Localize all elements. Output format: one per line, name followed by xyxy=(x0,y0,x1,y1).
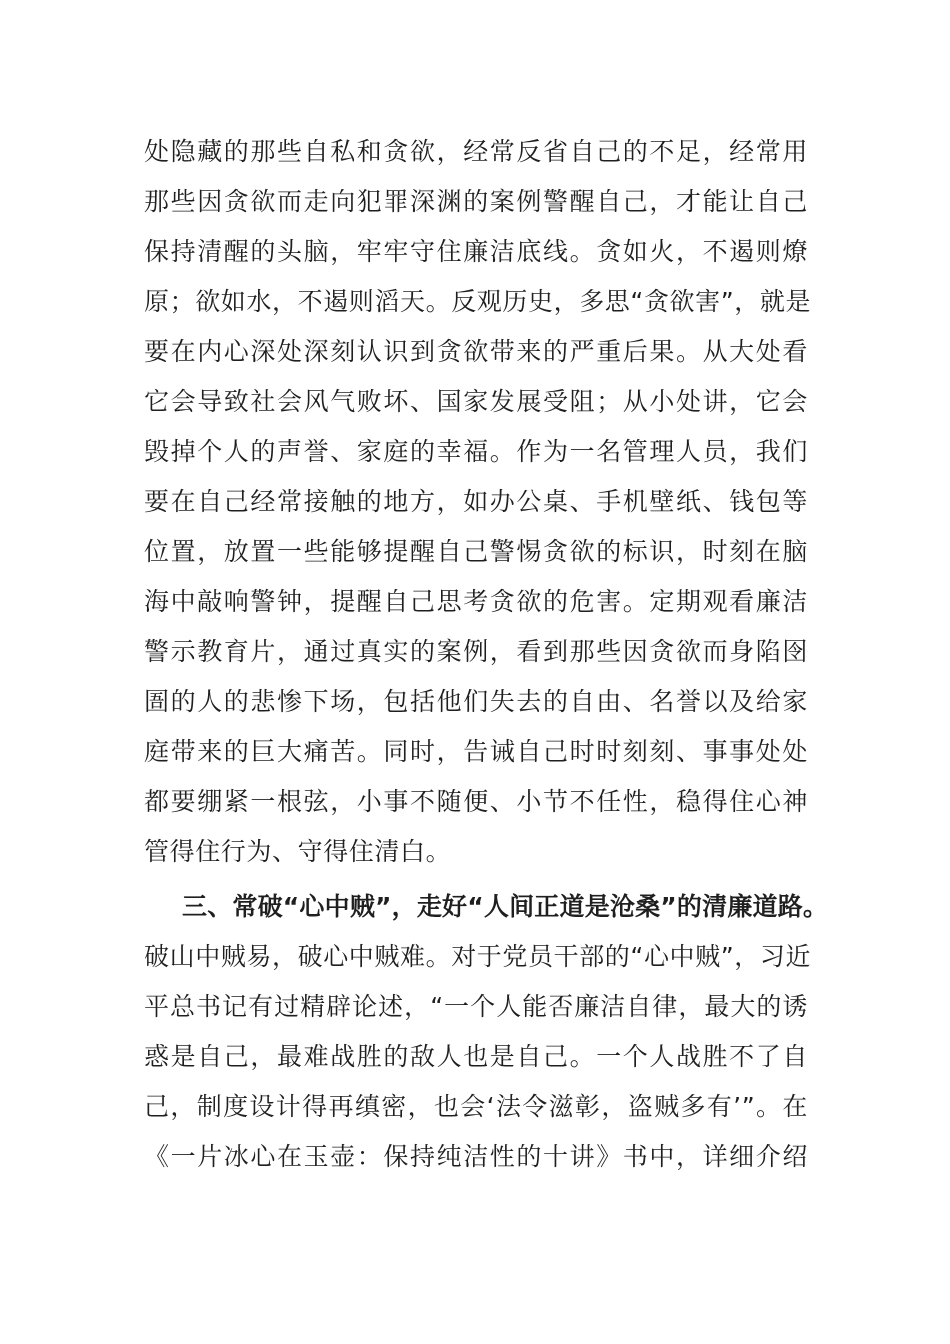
text-line: 毁掉个人的声誉、家庭的幸福。作为一名管理人员，我们 xyxy=(144,437,808,466)
text-line: 它会导致社会风气败坏、国家发展受阻；从小处讲，它会 xyxy=(144,387,808,416)
text-line: 海中敲响警钟，提醒自己思考贪欲的危害。定期观看廉洁 xyxy=(144,587,808,616)
text-line: 破山中贼易，破心中贼难。对于党员干部的“心中贼”，习近 xyxy=(144,942,812,971)
text-line: 要在自己经常接触的地方，如办公桌、手机壁纸、钱包等 xyxy=(144,487,808,516)
text-line: 保持清醒的头脑，牢牢守住廉洁底线。贪如火，不遏则燎 xyxy=(144,237,808,266)
text-line: 惑是自己，最难战胜的敌人也是自己。一个人战胜不了自 xyxy=(144,1042,808,1071)
text-line: 庭带来的巨大痛苦。同时，告诫自己时时刻刻、事事处处 xyxy=(144,737,808,766)
text-line: 己，制度设计得再缜密，也会‘法令滋彰，盗贼多有’”。在 xyxy=(144,1092,808,1121)
text-line: 平总书记有过精辟论述，“一个人能否廉洁自律，最大的诱 xyxy=(144,992,808,1021)
text-line: 《一片冰心在玉壶：保持纯洁性的十讲》书中，详细介绍 xyxy=(144,1142,808,1171)
text-line: 都要绷紧一根弦，小事不随便、小节不任性，稳得住心神 xyxy=(144,787,808,816)
text-line: 那些因贪欲而走向犯罪深渊的案例警醒自己，才能让自己 xyxy=(144,187,808,216)
text-line: 处隐藏的那些自私和贪欲，经常反省自己的不足，经常用 xyxy=(144,137,808,166)
section-heading: 三、常破“心中贼”，走好“人间正道是沧桑”的清廉道路。 xyxy=(182,892,829,921)
text-line: 要在内心深处深刻认识到贪欲带来的严重后果。从大处看 xyxy=(144,337,808,366)
body-paragraph-2 xyxy=(144,882,829,1182)
text-line: 管得住行为、守得住清白。 xyxy=(144,837,452,866)
body-paragraph-1 xyxy=(144,127,812,877)
text-line: 原；欲如水，不遏则滔天。反观历史，多思“贪欲害”，就是 xyxy=(144,287,812,316)
text-line: 位置，放置一些能够提醒自己警惕贪欲的标识，时刻在脑 xyxy=(144,537,808,566)
text-line: 警示教育片，通过真实的案例，看到那些因贪欲而身陷囹 xyxy=(144,637,808,666)
text-line: 圄的人的悲惨下场，包括他们失去的自由、名誉以及给家 xyxy=(144,687,808,716)
